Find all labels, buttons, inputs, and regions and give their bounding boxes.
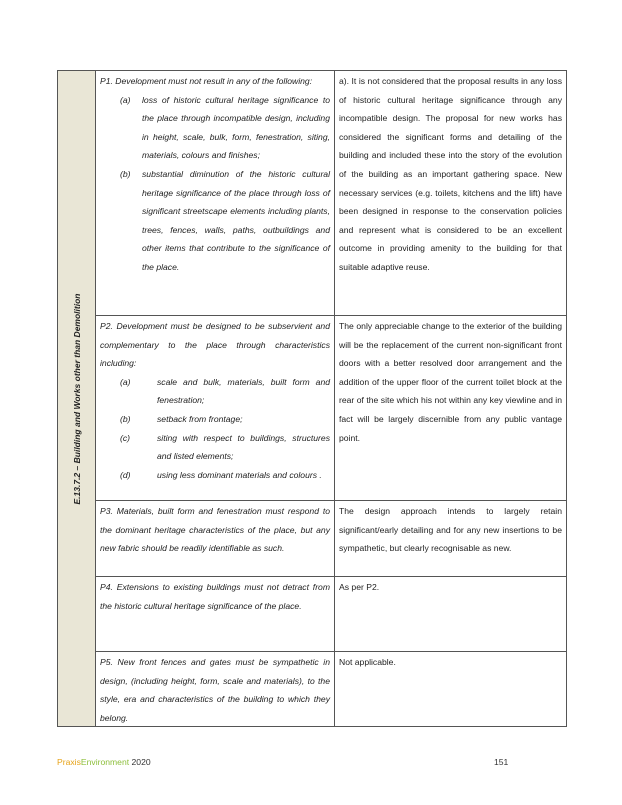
criterion-cell <box>96 71 335 315</box>
criterion-item <box>100 429 330 466</box>
criterion-item <box>100 410 330 429</box>
brand-environment: Environment <box>80 757 130 767</box>
criterion-item <box>100 91 330 165</box>
item-label: (b) <box>120 168 131 179</box>
criterion-item <box>100 165 330 277</box>
criterion-cell: P5. New front fences and gates must be sympathetic in design, (including height, form, scale and materials), to the style, era and characteristics of the building to which they belong. <box>96 652 335 726</box>
item-text: loss of historic cultural heritage significance to the place through incompatible design, including in height, scale, bulk, form, fenestration, siting, materials, colours and finishes; <box>142 94 330 161</box>
table-row-p4 <box>96 577 566 652</box>
criterion-cell <box>96 316 335 500</box>
item-text: setback from frontage; <box>157 413 243 424</box>
brand-praxis: Praxis <box>57 757 81 767</box>
item-text: using less dominant materials and colours . <box>157 469 322 480</box>
criterion-intro: P2. Development must be designed to be subservient and complementary to the place through characteristics including: <box>100 321 330 369</box>
item-text: siting with respect to buildings, structures and listed elements; <box>157 432 330 462</box>
criterion-item <box>100 466 330 485</box>
heritage-table <box>57 70 567 727</box>
item-label: (a) <box>120 94 131 105</box>
footer-brand <box>57 757 151 767</box>
table-row-p5 <box>96 652 566 726</box>
criterion-intro: P1. Development must not result in any of the following: <box>100 76 313 86</box>
side-header <box>58 71 96 726</box>
page-number: 151 <box>494 757 509 767</box>
item-label: (c) <box>120 432 131 443</box>
table-row-p2 <box>96 316 566 501</box>
criterion-cell: P3. Materials, built form and fenestration must respond to the dominant heritage characteristics of the place, but any new fabric should be readily identifiable as such. <box>96 501 335 576</box>
table-row-p1 <box>96 71 566 316</box>
footer-year: 2020 <box>129 757 151 767</box>
item-text: substantial diminution of the historic cultural heritage significance of the place through loss of significant streetscape elements including plants, trees, fences, walls, paths, outbuildings and other items that contribute to the significance of the place. <box>142 168 330 272</box>
item-label: (a) <box>120 376 131 387</box>
response-cell: The design approach intends to largely retain significant/early detailing and for any new insertions to be sympathetic, but clearly recognisable as new. <box>339 506 562 554</box>
item-text: scale and bulk, materials, built form and fenestration; <box>157 376 330 406</box>
table-row-p3 <box>96 501 566 577</box>
response-cell: The only appreciable change to the exterior of the building will be the replacement of the current non-significant front doors with a better resolved door arrangement and the addition of the upper floor of the current toilet block at the rear of the site which his not within any key viewline and in fact will be largely discernible from any public vantage point. <box>339 321 562 443</box>
item-label: (b) <box>120 413 131 424</box>
response-cell: Not applicable. <box>339 657 396 667</box>
criterion-cell: P4. Extensions to existing buildings must not detract from the historic cultural heritage significance of the place. <box>96 577 335 651</box>
response-cell: As per P2. <box>339 582 380 592</box>
criterion-item <box>100 373 330 410</box>
item-label: (d) <box>120 469 131 480</box>
response-cell: a). It is not considered that the proposal results in any loss of historic cultural heritage significance through any incompatible design. The proposal for new works has considered the significant forms and detailing of the building and included these into the story of the evolution of the building as an important gathering space. New necessary services (e.g. toilets, kitchens and the lift) have been designed in response to the conservation policies and represent what is considered to be an excellent outcome in providing amenity to the building for that suitable adaptive reuse. <box>339 76 562 272</box>
side-label: E.13.7.2 – Building and Works other than Demolition <box>71 293 82 504</box>
